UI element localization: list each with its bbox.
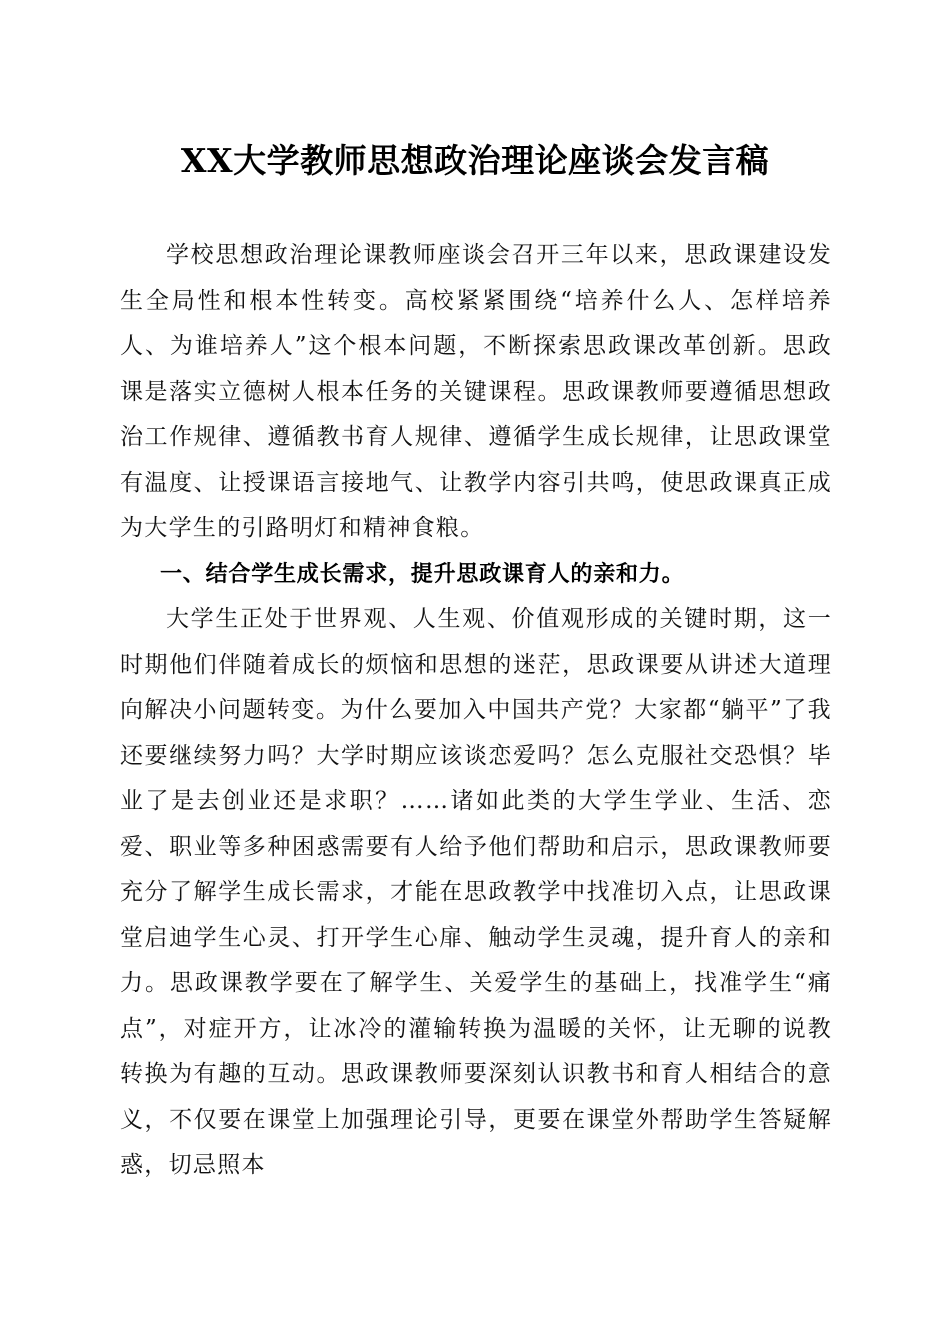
section-paragraph: 大学生正处于世界观、人生观、价值观形成的关键时期，这一时期他们伴随着成长的烦恼和思想的迷茫，思政课要从讲述大道理向解决小问题转变。为什么要加入中国共产党？大家都“躺平”了我还要继续努力吗？大学时期应该谈恋爱吗？怎么克服社交恐惧？毕业了是去创业还是求职？……诸如此类的大学生学业、生活、恋爱、职业等多种困惑需要有人给予他们帮助和启示，思政课教师要充分了解学生成长需求，才能在思政教学中找准切入点，让思政课堂启迪学生心灵、打开学生心扉、触动学生灵魂，提升育人的亲和力。思政课教学要在了解学生、关爱学生的基础上，找准学生“痛点”，对症开方，让冰冷的灌输转换为温暖的关怀，让无聊的说教转换为有趣的互动。思政课教师要深刻认识教书和育人相结合的意义，不仅要在课堂上加强理论引导，更要在课堂外帮助学生答疑解惑，切忌照本	[120, 606, 832, 1178]
section-heading: 一、结合学生成长需求，提升思政课育人的亲和力。	[160, 561, 685, 587]
intro-paragraph: 学校思想政治理论课教师座谈会召开三年以来，思政课建设发生全局性和根本性转变。高校紧紧围绕“培养什么人、怎样培养人、为谁培养人”这个根本问题，不断探索思政课改革创新。思政课是落实立德树人根本任务的关键课程。思政课教师要遵循思想政治工作规律、遵循教书育人规律、遵循学生成长规律，让思政课堂有温度、让授课语言接地气、让教学内容引共鸣，使思政课真正成为大学生的引路明灯和精神食粮。	[120, 242, 832, 541]
document-body	[120, 233, 832, 1189]
document-title: XX大学教师思想政治理论座谈会发言稿	[180, 141, 770, 180]
